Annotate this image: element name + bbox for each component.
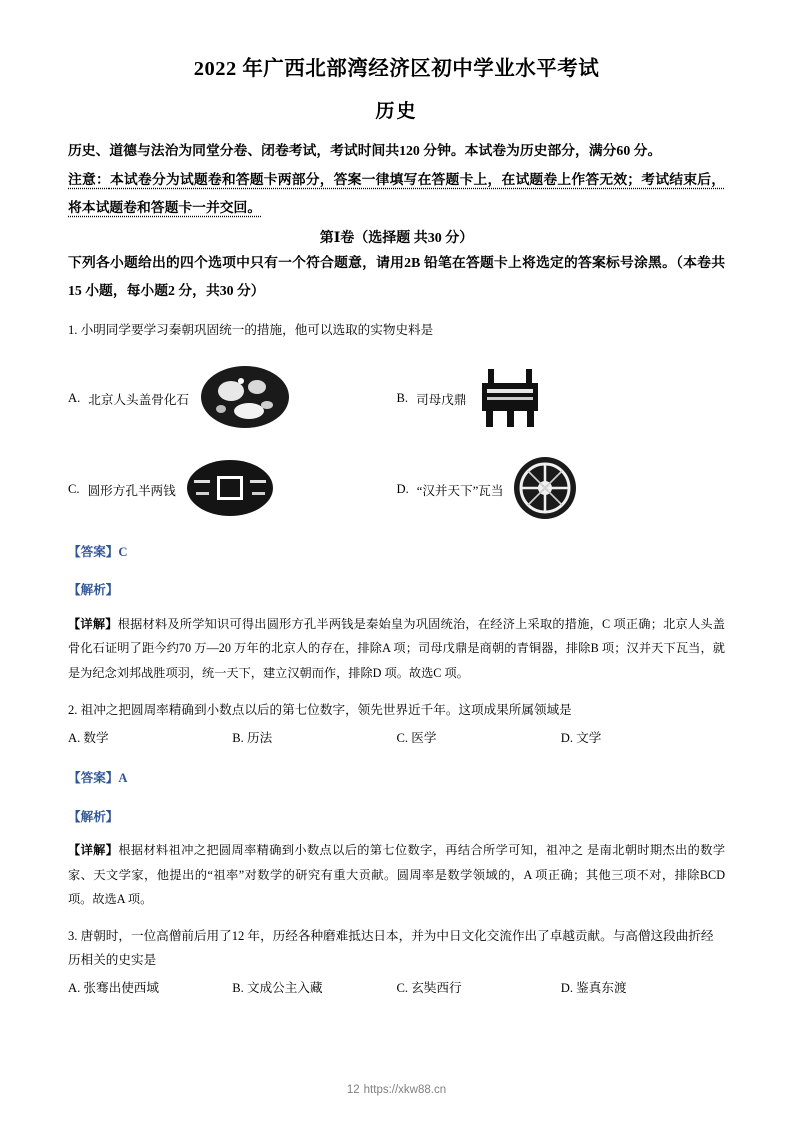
question-2-detail xyxy=(68,838,725,911)
exam-instruction-2 xyxy=(68,166,725,221)
skull-fossil-image xyxy=(197,361,293,437)
footer-site: https://xkw88.cn xyxy=(363,1084,447,1096)
question-2-option-c-text: 医学 xyxy=(411,731,437,746)
question-3-option-a-text: 张骞出使西域 xyxy=(83,981,159,996)
question-1-option-a[interactable] xyxy=(68,361,397,437)
question-3-option-d[interactable] xyxy=(561,977,725,1001)
question-3-number: 3. xyxy=(68,929,78,944)
page-title: 2022 年广西北部湾经济区初中学业水平考试 xyxy=(193,58,600,80)
question-1-detail-text: 根据材料及所学知识可得出圆形方孔半两钱是秦始皇为巩固统治，在经济上采取的措施，C 项正确；北京人头盖骨化石证明了距今约70 万—20 万年的北京人的存在，排除A 项；司母戊鼎是商朝的青铜器，排除B 项；汉并天下瓦当，就是为纪念刘邦战胜项羽，统一天下，建立汉朝而作，排除D 项。故选C 项。 xyxy=(68,616,725,680)
question-1-text: 小明同学要学习秦朝巩固统一的措施，他可以选取的实物史料是 xyxy=(80,322,434,337)
exam-instruction-1: 历史、道德与法治为同堂分卷、闭卷考试，考试时间共120 分钟。本试卷为历史部分，满分60 分。 xyxy=(68,142,662,158)
question-3-text: 唐朝时，一位高僧前后用了12 年，历经各种磨难抵达日本，并为中日文化交流作出了卓越贡献。与高僧这段曲折经历相关的史实是 xyxy=(68,929,714,968)
section-heading: 第Ⅰ卷（选择题 共30 分） xyxy=(319,231,474,247)
question-1-option-d-label: D. xyxy=(396,482,409,497)
question-1-option-d[interactable] xyxy=(397,455,726,525)
question-1-image-options-row-1 xyxy=(68,361,725,437)
question-2-option-a-text: 数学 xyxy=(83,731,109,746)
question-2-option-c[interactable] xyxy=(397,727,561,751)
question-3-option-c-label: C. xyxy=(396,981,409,996)
question-3-option-c[interactable] xyxy=(397,977,561,1001)
question-2-option-b-label: B. xyxy=(232,731,244,746)
question-1-option-b[interactable] xyxy=(397,363,726,435)
question-3-option-b-text: 文成公主入藏 xyxy=(246,981,323,996)
question-1-option-a-text: 北京人头盖骨化石 xyxy=(88,393,189,408)
question-3-option-d-label: D. xyxy=(560,981,573,996)
page-number: 12 xyxy=(346,1084,360,1096)
question-2-detail-label: 【详解】 xyxy=(68,843,119,858)
question-2-answer-label: 【答案】 xyxy=(68,770,119,785)
question-2-detail-text: 根据材料祖冲之把圆周率精确到小数点以后的第七位数字，再结合所学可知，祖冲之 是南北朝时期杰出的数学家、天文学家，他提出的“祖率”对数学的研究有重大贡献。圆周率是数学领域的，A 项正确；其他三项不对，排除BCD 项。故选A 项。 xyxy=(68,843,726,907)
question-2-text: 祖冲之把圆周率精确到小数点以后的第七位数字，领先世界近千年。这项成果所属领域是 xyxy=(80,703,572,718)
question-1-stem xyxy=(68,319,725,343)
bronze-ding-image xyxy=(474,363,546,435)
question-2-answer-value: A xyxy=(118,770,128,785)
question-2-analysis-label: 【解析】 xyxy=(68,809,119,824)
question-1-detail xyxy=(68,612,725,685)
question-2-option-a-label: A. xyxy=(68,731,81,746)
question-2-option-d-text: 文学 xyxy=(576,731,602,746)
question-1-option-c-label: C. xyxy=(68,482,80,497)
subject-title: 历史 xyxy=(375,100,418,122)
question-1-option-c-text: 圆形方孔半两钱 xyxy=(87,484,176,499)
question-2-options xyxy=(68,727,725,751)
question-3-options xyxy=(68,977,725,1001)
question-1-option-a-label: A. xyxy=(68,391,81,406)
question-2-option-d[interactable] xyxy=(561,727,725,751)
question-3-stem xyxy=(68,925,725,973)
question-2-option-b[interactable] xyxy=(232,727,396,751)
roof-tile-end-image xyxy=(512,455,578,525)
notice-label: 注意： xyxy=(68,172,110,188)
section-instruction: 下列各小题给出的四个选项中只有一个符合题意，请用2B 铅笔在答题卡上将选定的答案标号涂黑。（本卷共15 小题，每小题2 分，共30 分） xyxy=(68,255,725,299)
question-1-option-b-text: 司母戊鼎 xyxy=(416,393,467,408)
question-3-option-d-text: 鉴真东渡 xyxy=(576,981,627,996)
question-3-option-b[interactable] xyxy=(232,977,396,1001)
question-1-option-b-label: B. xyxy=(396,391,409,406)
question-2-option-b-text: 历法 xyxy=(246,731,273,746)
question-3-option-a[interactable] xyxy=(68,977,232,1001)
question-2-number: 2. xyxy=(68,703,78,718)
question-3-option-a-label: A. xyxy=(68,981,81,996)
question-3-option-c-text: 玄奘西行 xyxy=(411,981,462,996)
question-1-answer-value: C xyxy=(118,544,128,559)
question-2-option-d-label: D. xyxy=(560,731,573,746)
question-1-detail-label: 【详解】 xyxy=(68,616,118,631)
question-1-answer-label: 【答案】 xyxy=(68,544,119,559)
notice-text: 本试卷分为试题卷和答题卡两部分，答案一律填写在答题卡上，在试题卷上作答无效；考试结束后，将本试题卷和答题卡一并交回。 xyxy=(68,172,726,215)
page-footer xyxy=(0,1084,793,1096)
question-1-option-d-text: “汉并天下”瓦当 xyxy=(416,484,504,499)
question-1-analysis-label: 【解析】 xyxy=(68,583,119,598)
question-3-option-b-label: B. xyxy=(232,981,244,996)
question-2-option-c-label: C. xyxy=(396,731,409,746)
banliang-coin-image xyxy=(184,456,276,524)
question-1-answer xyxy=(68,541,725,564)
question-1-option-c[interactable] xyxy=(68,456,397,524)
question-1-number: 1. xyxy=(68,322,78,337)
question-2-answer xyxy=(68,767,725,790)
question-2-stem xyxy=(68,699,725,723)
question-1-image-options-row-2 xyxy=(68,455,725,525)
question-2-option-a[interactable] xyxy=(68,727,232,751)
